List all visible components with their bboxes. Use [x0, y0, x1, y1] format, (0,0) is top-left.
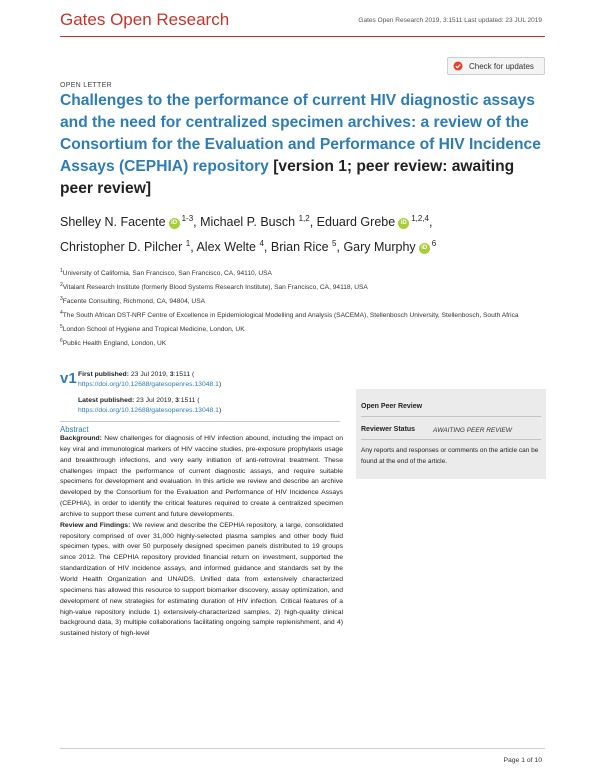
- author[interactable]: [343, 240, 436, 254]
- author-name: Gary Murphy: [343, 240, 416, 255]
- peer-review-divider: [361, 416, 541, 417]
- affiliation: [60, 294, 550, 308]
- background-text: New challenges for diagnosis of HIV infection abound, including the impact on key viral and immunological markers of HIV vaccine studies, pre-exposure prophylaxis usage and breakthrough infections, and very early initiation of anti-retroviral treatment. These challenges impact the performance of current diagnostic assays, and require suitable specimens for development and evaluation. In this article we review and describe an archive developed by the Consortium for the Evaluation and Performance of HIV Incidence Assays (CEPHIA), in order to identify the critical features required to create a centralized specimen archive to support these current and future developments.: [60, 435, 344, 518]
- reviewer-status-label: Reviewer Status: [361, 426, 416, 433]
- author-separator: ,: [428, 215, 433, 230]
- first-published-date: 23 Jul 2019,: [130, 371, 168, 378]
- header-divider: [60, 36, 545, 37]
- article-version-note: [version 1; peer review: awaiting peer review]: [60, 158, 515, 197]
- author-affiliation-ref: 1: [185, 239, 191, 249]
- affiliation-number: 6: [60, 338, 63, 345]
- version-badge: v1: [60, 370, 77, 387]
- abstract-divider: [60, 421, 340, 422]
- author-affiliation-ref: 1,2,4: [411, 214, 429, 223]
- author-name: Michael P. Busch: [200, 215, 296, 230]
- affiliation: [60, 308, 550, 322]
- first-published-page: :1511 (: [173, 371, 195, 378]
- crossmark-icon: [453, 61, 463, 71]
- author-name: Brian Rice: [270, 240, 329, 255]
- affiliation: [60, 280, 550, 294]
- affiliation-text: Public Health England, London, UK: [62, 340, 167, 348]
- abstract-body: [60, 434, 343, 640]
- latest-published-doi-link[interactable]: https://doi.org/10.12688/gatesopenres.13048.1: [78, 406, 219, 414]
- check-for-updates-button[interactable]: [447, 57, 545, 75]
- journal-name[interactable]: Gates Open Research: [60, 10, 230, 29]
- author-list: [60, 208, 550, 258]
- article-type: OPEN LETTER: [60, 82, 112, 89]
- author-name: Alex Welte: [196, 240, 256, 255]
- affiliation-number: 4: [60, 310, 63, 317]
- affiliation-text: The South African DST-NRF Centre of Excellence in Epidemiological Modelling and Analysis (SACEMA), Stellenbosch University, Stellenbosch, South Africa: [62, 312, 519, 320]
- affiliation-text: London School of Hygiene and Tropical Medicine, London, UK: [62, 326, 245, 334]
- author[interactable]: [60, 240, 196, 254]
- author[interactable]: [271, 240, 344, 254]
- author-separator: ,: [193, 215, 201, 230]
- affiliation-number: 3: [60, 296, 63, 303]
- first-published-volume: 3: [169, 371, 174, 378]
- peer-review-divider-2: [361, 439, 541, 440]
- orcid-icon[interactable]: iD: [419, 243, 430, 254]
- affiliation: [60, 336, 550, 350]
- author-affiliation-ref: 6: [431, 239, 437, 249]
- latest-published-page: :1511 (: [178, 397, 200, 404]
- affiliation-number: 1: [60, 268, 63, 274]
- peer-review-note: Any reports and responses or comments on the article can be found at the end of the article.: [361, 447, 539, 465]
- background-label: Background:: [60, 435, 102, 442]
- author[interactable]: [200, 215, 317, 229]
- affiliation-list: [60, 266, 550, 351]
- affiliation: [60, 322, 550, 336]
- author-separator: ,: [263, 240, 271, 255]
- author[interactable]: [196, 240, 270, 254]
- latest-published-date: 23 Jul 2019,: [136, 397, 174, 404]
- affiliation-text: Vitalant Research Institute (formerly Blood Systems Research Institute), San Francisco, CA, 94118, USA: [62, 284, 368, 292]
- latest-published-label: Latest published:: [78, 397, 135, 404]
- publication-info: [78, 370, 221, 422]
- affiliation-text: University of California, San Francisco, San Francisco, CA, 94110, USA: [62, 270, 272, 278]
- author[interactable]: [60, 215, 200, 229]
- first-published-label: First published:: [78, 371, 129, 378]
- affiliation-number: 5: [60, 324, 63, 331]
- article-title: [60, 90, 550, 200]
- affiliation-text: Facente Consulting, Richmond, CA, 94804, USA: [62, 298, 205, 306]
- author-name: Shelley N. Facente: [60, 215, 166, 230]
- article-title-text: Challenges to the performance of current HIV diagnostic assays and the need for centralized specimen archives: a review of the Consortium for the Evaluation and Performance of HIV Incidence Assays (CEPHIA) repository: [60, 92, 541, 175]
- latest-published-close: ): [218, 406, 222, 414]
- affiliation-number: 2: [60, 282, 63, 289]
- author-affiliation-ref: 1,2: [298, 214, 310, 223]
- orcid-icon[interactable]: iD: [169, 218, 180, 229]
- author-affiliation-ref: 5: [332, 239, 337, 249]
- author-affiliation-ref: 4: [259, 239, 264, 249]
- footer-divider: [60, 748, 545, 749]
- reviewer-status-value: AWAITING PEER REVIEW: [433, 427, 512, 434]
- first-published-close: ): [218, 380, 222, 388]
- author-name: Eduard Grebe: [316, 215, 396, 230]
- author-separator: ,: [336, 240, 344, 255]
- page-number: Page 1 of 10: [503, 757, 542, 764]
- header-citation-meta: Gates Open Research 2019, 3:1511 Last updated: 23 JUL 2019: [358, 17, 542, 24]
- affiliation: [60, 266, 550, 280]
- open-peer-review-title: Open Peer Review: [361, 403, 423, 410]
- author-separator: ,: [190, 240, 197, 255]
- first-published-doi-link[interactable]: https://doi.org/10.12688/gatesopenres.13048.1: [78, 380, 219, 388]
- abstract-heading: Abstract: [60, 425, 89, 434]
- author[interactable]: [317, 215, 433, 229]
- latest-published-volume: 3: [175, 397, 179, 404]
- review-findings-label: Review and Findings:: [60, 521, 131, 529]
- review-findings-text: We review and describe the CEPHIA repository, a large, consolidated repository comprised of over 31,000 highly-selected plasma samples and other body fluid specimen types, with over 50 purposely designed specimen panels distributed to 19 groups since 2012. The CEPHIA repository provided financial return on investment, supported the standardization of HIV incidence assays, and informed guidance and standards set by the World Health Organization and UNAIDS. Unified data from extensively characterized specimens has allowed this resource to support biomarker discovery, assay optimization, and development of new strategies for estimating duration of HIV infection. Critical features of a high-value repository include 1) extensively-characterized samples, 2) high-quality clinical background data, 3) multiple collaborations facilitating ongoing sample replenishment, and 4) sustained history of high-level: [60, 521, 343, 638]
- check-for-updates-label: Check for updates: [469, 61, 534, 71]
- author-separator: ,: [309, 215, 317, 230]
- author-affiliation-ref: 1-3: [181, 214, 194, 223]
- orcid-icon[interactable]: iD: [398, 218, 409, 229]
- author-name: Christopher D. Pilcher: [60, 240, 183, 255]
